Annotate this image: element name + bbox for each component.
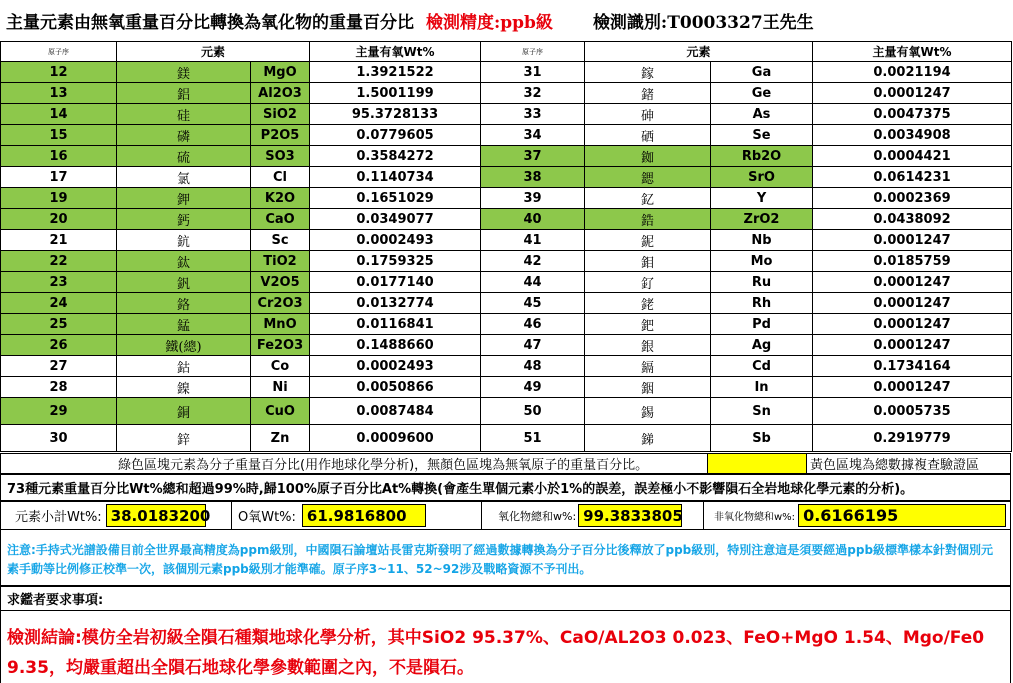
atomic-no-left: 13 [1,83,117,104]
non-oxide-total-cell [703,502,1010,529]
element-name-right: 銀 [585,335,711,356]
weight-percent-left: 0.0779605 [310,125,481,146]
weight-percent-left: 95.3728133 [310,104,481,125]
element-name-right: 銻 [585,425,711,452]
oxide-total-cell [481,502,703,529]
element-name-left: 鐵(總) [117,335,251,356]
oxide-total-value: 99.3833805 [578,504,682,527]
atomic-no-right: 50 [481,398,585,425]
element-symbol-left: Al2O3 [251,83,310,104]
element-symbol-right: Mo [711,251,813,272]
weight-percent-left: 0.1651029 [310,188,481,209]
table-row [1,398,1012,425]
element-name-right: 鋯 [585,209,711,230]
oxygen-value: 61.9816800 [302,504,426,527]
atomic-no-left: 15 [1,125,117,146]
atomic-no-left: 26 [1,335,117,356]
element-symbol-right: Ru [711,272,813,293]
weight-percent-right: 0.1734164 [813,356,1012,377]
atomic-no-left: 27 [1,356,117,377]
element-name-right: 鍺 [585,83,711,104]
element-name-right: 釕 [585,272,711,293]
weight-percent-left: 0.0177140 [310,272,481,293]
atomic-no-left: 22 [1,251,117,272]
element-name-left: 硫 [117,146,251,167]
element-symbol-right: Rb2O [711,146,813,167]
atomic-no-left: 29 [1,398,117,425]
element-name-left: 銅 [117,398,251,425]
atomic-no-right: 49 [481,377,585,398]
element-symbol-right: Sn [711,398,813,425]
weight-percent-left: 0.0002493 [310,356,481,377]
weight-percent-right: 0.0001247 [813,335,1012,356]
weight-percent-left: 0.0116841 [310,314,481,335]
header-wt-left: 主量有氧Wt% [310,42,481,62]
atomic-no-left: 19 [1,188,117,209]
header-atomic-no-right: 原子序 [481,42,585,62]
element-name-left: 鋅 [117,425,251,452]
element-name-right: 銦 [585,377,711,398]
atomic-no-left: 30 [1,425,117,452]
weight-percent-right: 0.0021194 [813,62,1012,83]
atomic-no-right: 42 [481,251,585,272]
weight-percent-right: 0.0614231 [813,167,1012,188]
header-wt-right: 主量有氧Wt% [813,42,1012,62]
table-row [1,230,1012,251]
atomic-no-left: 25 [1,314,117,335]
weight-percent-right: 0.0185759 [813,251,1012,272]
green-legend-text: 綠色區塊元素為分子重量百分比(用作地球化學分析)，無顏色區塊為無氧原子的重量百分比。 [118,458,649,473]
element-name-left: 鉻 [117,293,251,314]
atomic-no-right: 33 [481,104,585,125]
weight-percent-right: 0.0438092 [813,209,1012,230]
weight-percent-right: 0.0001247 [813,230,1012,251]
weight-percent-right: 0.0001247 [813,314,1012,335]
element-symbol-right: Rh [711,293,813,314]
element-symbol-right: Ag [711,335,813,356]
table-row [1,293,1012,314]
atomic-no-left: 20 [1,209,117,230]
element-symbol-left: TiO2 [251,251,310,272]
weight-percent-right: 0.0001247 [813,293,1012,314]
element-symbol-right: Se [711,125,813,146]
atomic-no-right: 38 [481,167,585,188]
request-label: 求鑑者要求事項: [0,586,1011,611]
atomic-no-left: 24 [1,293,117,314]
table-row [1,251,1012,272]
element-name-left: 錳 [117,314,251,335]
element-symbol-left: Cr2O3 [251,293,310,314]
table-row [1,167,1012,188]
title-precision: 檢測精度:ppb級 [426,12,553,33]
weight-percent-right: 0.0005735 [813,398,1012,425]
weight-percent-right: 0.0001247 [813,83,1012,104]
table-row [1,83,1012,104]
table-row [1,377,1012,398]
table-row [1,209,1012,230]
element-name-right: 鈮 [585,230,711,251]
non-oxide-total-label: 非氧化物總和w%: [714,512,796,523]
table-row [1,272,1012,293]
table-header-row [1,42,1012,62]
element-name-right: 銠 [585,293,711,314]
element-name-left: 鈦 [117,251,251,272]
element-subtotal-label: 元素小計Wt%: [15,510,102,525]
element-subtotal-cell [1,502,231,529]
element-symbol-left: MgO [251,62,310,83]
table-row [1,62,1012,83]
element-symbol-right: Ge [711,83,813,104]
oxide-total-label: 氧化物總和w%: [498,509,577,523]
atomic-no-left: 21 [1,230,117,251]
element-symbol-right: Nb [711,230,813,251]
atomic-no-left: 23 [1,272,117,293]
atomic-no-right: 46 [481,314,585,335]
element-symbol-left: Ni [251,377,310,398]
table-row [1,356,1012,377]
element-symbol-left: SiO2 [251,104,310,125]
atomic-no-right: 37 [481,146,585,167]
atomic-no-right: 31 [481,62,585,83]
weight-percent-left: 0.3584272 [310,146,481,167]
color-legend-row [0,453,1011,474]
element-name-left: 鈷 [117,356,251,377]
element-symbol-left: Co [251,356,310,377]
element-symbol-left: MnO [251,314,310,335]
element-symbol-right: Sb [711,425,813,452]
element-symbol-right: In [711,377,813,398]
weight-percent-left: 0.0132774 [310,293,481,314]
element-name-right: 釔 [585,188,711,209]
element-subtotal-value: 38.0183200 [106,504,206,527]
element-symbol-left: Zn [251,425,310,452]
element-name-right: 鎵 [585,62,711,83]
atomic-no-right: 44 [481,272,585,293]
atomic-no-right: 47 [481,335,585,356]
weight-percent-left: 0.1140734 [310,167,481,188]
table-row [1,104,1012,125]
table-row [1,146,1012,167]
atomic-no-right: 40 [481,209,585,230]
atomic-no-right: 34 [481,125,585,146]
element-name-left: 鋁 [117,83,251,104]
table-row [1,425,1012,452]
element-name-right: 鍶 [585,167,711,188]
atomic-no-left: 12 [1,62,117,83]
weight-percent-right: 0.0002369 [813,188,1012,209]
element-table [0,41,1012,452]
weight-percent-right: 0.0047375 [813,104,1012,125]
weight-percent-right: 0.0004421 [813,146,1012,167]
element-name-left: 釩 [117,272,251,293]
header-element-right: 元素 [585,42,813,62]
element-symbol-right: SrO [711,167,813,188]
element-name-right: 錫 [585,398,711,425]
element-name-right: 硒 [585,125,711,146]
weight-percent-left: 0.0349077 [310,209,481,230]
weight-percent-left: 0.1488660 [310,335,481,356]
element-symbol-left: K2O [251,188,310,209]
conclusion-text: 檢測結論:模仿全岩初級全隕石種類地球化學分析，其中SiO2 95.37%、CaO/AL2O3 0.023、FeO+MgO 1.54、Mgo/Fe0 9.35，均嚴重超出全隕石地球化學參數範圍之內，不是隕石。 [0,611,1011,683]
element-symbol-right: Cd [711,356,813,377]
element-symbol-right: Y [711,188,813,209]
element-symbol-left: V2O5 [251,272,310,293]
atomic-no-right: 41 [481,230,585,251]
element-name-left: 鈣 [117,209,251,230]
element-name-left: 硅 [117,104,251,125]
weight-percent-left: 0.0002493 [310,230,481,251]
title-main: 主量元素由無氧重量百分比轉換為氧化物的重量百分比 [6,12,414,33]
oxygen-label: O氧Wt%: [238,510,296,525]
table-row [1,314,1012,335]
precision-warning: 注意:手持式光譜設備目前全世界最高精度為ppm級別，中國隕石論壇站長雷克斯發明了經過數據轉換為分子百分比後釋放了ppb級別，特別注意這是須要經過ppb級標準樣本針對個別元素手動等比例修正校準一次，該個別元素ppb級別才能準確。原子序3~11、52~92涉及戰略資源不予刊出。 [0,530,1011,586]
element-name-left: 鈧 [117,230,251,251]
element-symbol-left: CaO [251,209,310,230]
element-symbol-left: Fe2O3 [251,335,310,356]
table-row [1,125,1012,146]
table-row [1,188,1012,209]
header-atomic-no-left: 原子序 [1,42,117,62]
table-row [1,335,1012,356]
element-symbol-left: Cl [251,167,310,188]
atomic-no-left: 17 [1,167,117,188]
atomic-no-right: 51 [481,425,585,452]
element-name-left: 磷 [117,125,251,146]
element-name-right: 銣 [585,146,711,167]
element-name-right: 砷 [585,104,711,125]
element-name-left: 鉀 [117,188,251,209]
atomic-no-right: 45 [481,293,585,314]
element-name-right: 鈀 [585,314,711,335]
element-symbol-right: Ga [711,62,813,83]
yellow-legend-text: 黃色區塊為總數據複查驗證區 [810,458,980,473]
element-symbol-right: Pd [711,314,813,335]
title-id: 檢測識別:T0003327王先生 [592,12,814,33]
element-symbol-right: ZrO2 [711,209,813,230]
weight-percent-left: 0.1759325 [310,251,481,272]
element-name-left: 鎳 [117,377,251,398]
element-name-right: 鉬 [585,251,711,272]
weight-percent-right: 0.0001247 [813,272,1012,293]
element-name-right: 鎘 [585,356,711,377]
atomic-no-right: 48 [481,356,585,377]
yellow-legend-swatch [707,454,807,473]
element-name-left: 鎂 [117,62,251,83]
atomic-no-right: 39 [481,188,585,209]
weight-percent-left: 0.0009600 [310,425,481,452]
report-title [0,0,1013,40]
totals-row [0,501,1011,530]
element-symbol-left: SO3 [251,146,310,167]
element-symbol-right: As [711,104,813,125]
element-symbol-left: CuO [251,398,310,425]
conversion-note: 73種元素重量百分比Wt%總和超過99%時,歸100%原子百分比At%轉換(會產生單個元素小於1%的誤差，誤差極小不影響隕石全岩地球化學元素的分析)。 [0,474,1011,501]
weight-percent-left: 0.0050866 [310,377,481,398]
element-symbol-left: Sc [251,230,310,251]
weight-percent-left: 1.5001199 [310,83,481,104]
weight-percent-right: 0.0001247 [813,377,1012,398]
atomic-no-left: 14 [1,104,117,125]
atomic-no-left: 16 [1,146,117,167]
weight-percent-left: 1.3921522 [310,62,481,83]
header-element-left: 元素 [117,42,310,62]
weight-percent-right: 0.2919779 [813,425,1012,452]
atomic-no-right: 32 [481,83,585,104]
oxygen-cell [231,502,481,529]
non-oxide-total-value: 0.6166195 [798,504,1006,527]
element-name-left: 氯 [117,167,251,188]
weight-percent-right: 0.0034908 [813,125,1012,146]
element-symbol-left: P2O5 [251,125,310,146]
weight-percent-left: 0.0087484 [310,398,481,425]
atomic-no-left: 28 [1,377,117,398]
